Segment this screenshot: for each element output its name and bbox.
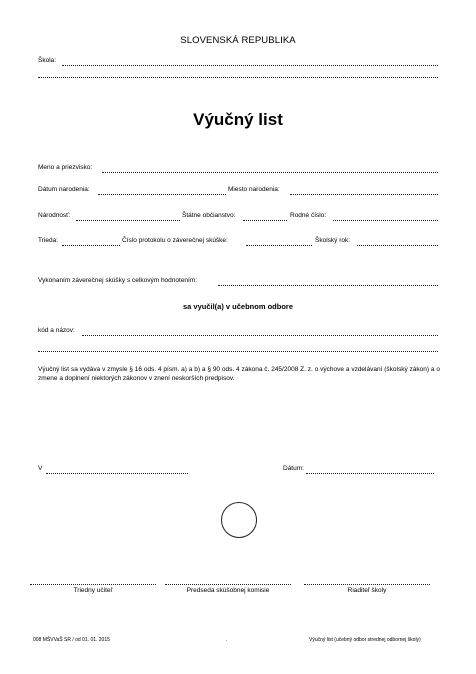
footer-center-mark: . [226,637,228,643]
birth-number-field[interactable] [333,220,438,221]
director-signature-line[interactable] [304,584,430,585]
code-name-label: kód a názov: [38,327,75,334]
protocol-number-label: Číslo protokolu o záverečnej skúške: [122,237,228,244]
school-year-field[interactable] [357,245,438,246]
director-signature-label: Riaditeľ školy [347,587,387,594]
class-label: Trieda: [38,237,58,244]
teacher-signature-line[interactable] [30,584,156,585]
chair-signature-label: Predseda skúšobnej komisie [186,587,270,594]
nationality-label: Národnosť: [38,212,71,219]
country-heading: SLOVENSKÁ REPUBLIKA [180,35,296,46]
citizenship-field[interactable] [243,220,287,221]
code-name-field-line-2[interactable] [38,351,438,352]
birth-place-field[interactable] [290,194,438,195]
date-label: Dátum: [283,465,304,472]
footer-form-code: 008 MŠVVaŠ SR / od 01. 01. 2015 [33,637,110,643]
place-field[interactable] [46,473,188,474]
date-field[interactable] [306,473,434,474]
document-title: Výučný list [193,110,283,129]
school-label: Škola: [38,57,57,64]
footer-form-title: Výučný list (učebný odbor strednej odbornej školy) [309,637,421,643]
citizenship-label: Štátne občianstvo: [182,212,236,219]
name-field[interactable] [102,172,438,173]
overall-grade-label: Vykonaním záverečnej skúšky s celkovým hodnotením: [38,277,198,284]
nationality-field[interactable] [76,220,180,221]
code-name-field[interactable] [82,335,438,336]
birth-place-label: Miesto narodenia: [228,186,280,193]
protocol-number-field[interactable] [246,245,312,246]
birth-date-field[interactable] [98,194,226,195]
seal-circle [221,502,257,538]
class-field[interactable] [62,245,120,246]
place-label: V [38,465,43,472]
school-field-line-2[interactable] [38,77,438,78]
trade-subtitle: sa vyučil(a) v učebnom odbore [182,302,294,311]
name-label: Meno a priezvisko: [38,164,93,171]
legal-notice: Výučný list sa vydáva v zmysle § 16 ods. 4 písm. a) a b) a § 90 ods. 4 zákona č. 245/2008 Z. z. o výchove a vzdelávaní (školský zákon) a o zmene a doplnení niektorých zákonov v znení neskorších predpisov. [38,366,440,382]
teacher-signature-label: Triedny učiteľ [73,587,113,594]
chair-signature-line[interactable] [165,584,291,585]
school-field[interactable] [62,65,438,66]
birth-date-label: Dátum narodenia: [38,186,90,193]
birth-number-label: Rodné číslo: [290,212,327,219]
school-year-label: Školský rok: [315,237,351,244]
overall-grade-field[interactable] [218,285,438,286]
